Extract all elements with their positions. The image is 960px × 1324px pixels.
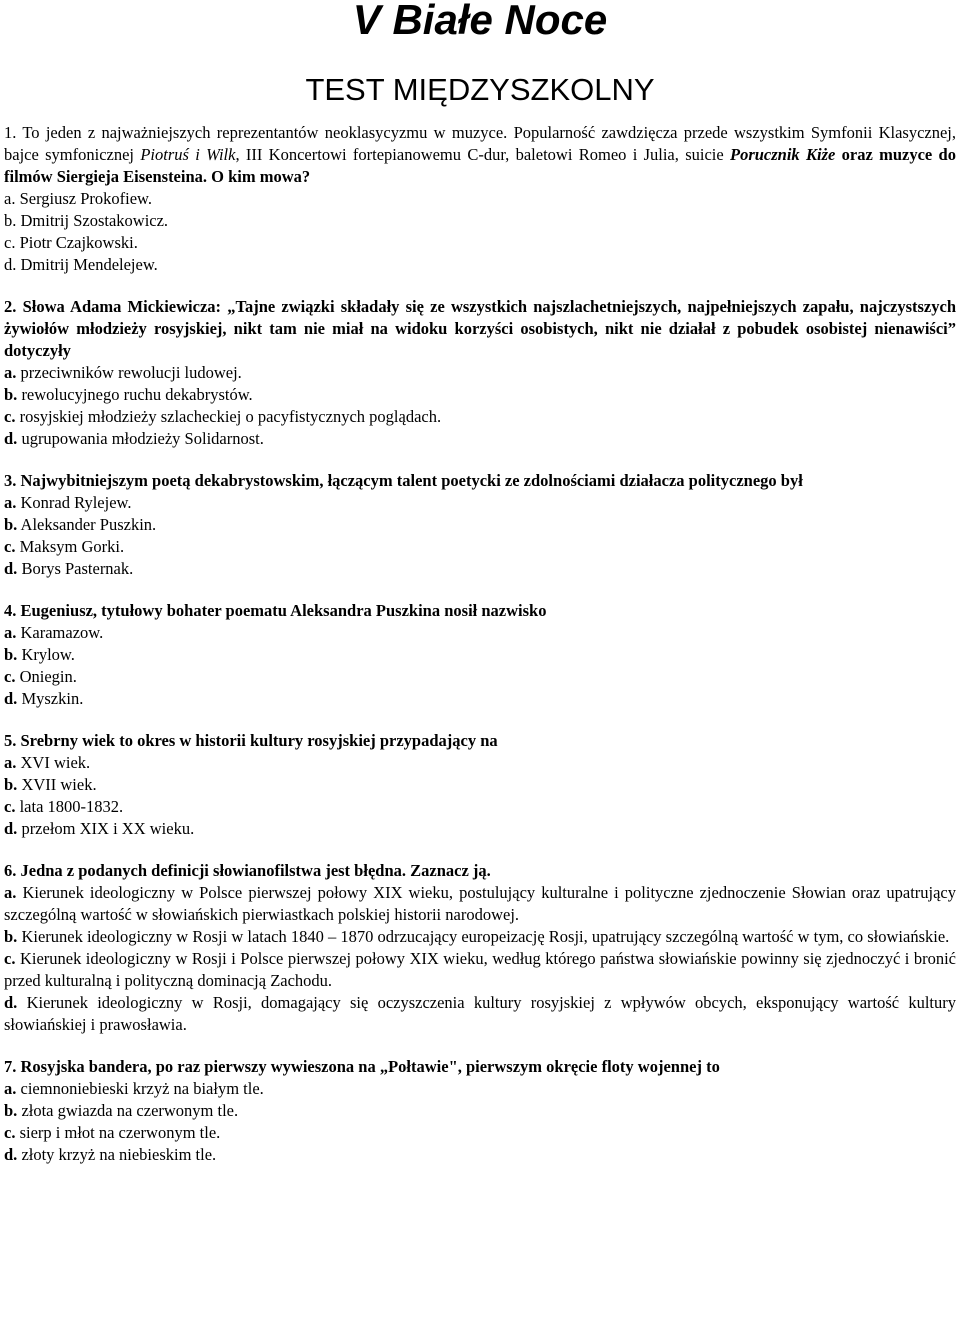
question-4-text (4, 600, 956, 622)
answer-option-1d[interactable] (4, 254, 956, 276)
question-5-text (4, 730, 956, 752)
question-2-body: Słowa Adama Mickiewicza: „Tajne związki składały się ze wszystkich najszlachetniejszych, najpełniejszych zapału, najczystszych żywiołów młodzieży rosyjskiej, nikt tam nie miał na widoku korzyści osobistych, nikt nie działał z pobudek osobistej nienawiści” dotyczyły (4, 297, 957, 360)
option-letter: a. (4, 753, 17, 772)
question-6-body: Jedna z podanych definicji słowianofilstwa jest błędna. Zaznacz ją. (20, 861, 491, 880)
option-text: XVII wiek. (21, 775, 97, 794)
option-text: złota gwiazda na czerwonym tle. (21, 1101, 239, 1120)
question-1-text-part2: , III Koncertowi fortepianowemu C-dur, baletowi Romeo i Julia, suicie (235, 145, 730, 164)
answer-option-3a[interactable] (4, 492, 956, 514)
option-letter: d. (4, 819, 18, 838)
answer-option-4a[interactable] (4, 622, 956, 644)
question-4-body: Eugeniusz, tytułowy bohater poematu Aleksandra Puszkina nosił nazwisko (20, 601, 547, 620)
answer-option-2c[interactable] (4, 406, 956, 428)
question-1-title-2: Porucznik Kiże (730, 145, 836, 164)
answer-option-5c[interactable] (4, 796, 956, 818)
answer-option-1a[interactable] (4, 188, 956, 210)
option-text: Konrad Rylejew. (20, 493, 132, 512)
question-5-body: Srebrny wiek to okres w historii kultury rosyjskiej przypadający na (20, 731, 498, 750)
option-text: Krylow. (21, 645, 75, 664)
question-5 (4, 730, 956, 840)
option-text: Kierunek ideologiczny w Rosji w latach 1840 – 1870 odrzucający europeizację Rosji, upatrujący szczególną wartość w tym, co słowiańskie. (21, 927, 950, 946)
answer-option-5a[interactable] (4, 752, 956, 774)
option-letter: b. (4, 645, 18, 664)
question-6-text (4, 860, 956, 882)
question-1-text-part3: oraz muzyce do filmów Siergieja Eisensteina. O kim mowa? (4, 145, 956, 186)
option-letter: c. (4, 949, 16, 968)
option-text: przeciwników rewolucji ludowej. (20, 363, 242, 382)
option-letter: b. (4, 211, 17, 230)
option-text: ugrupowania młodzieży Solidarnost. (21, 429, 264, 448)
option-letter: a. (4, 363, 17, 382)
option-text: złoty krzyż na niebieskim tle. (21, 1145, 217, 1164)
question-number: 2. (4, 297, 17, 316)
question-number: 1. (4, 123, 17, 142)
option-letter: a. (4, 189, 16, 208)
option-letter: c. (4, 537, 16, 556)
answer-option-2b[interactable] (4, 384, 956, 406)
answer-option-3c[interactable] (4, 536, 956, 558)
test-questions (4, 122, 956, 1186)
question-number: 5. (4, 731, 17, 750)
option-text: Dmitrij Szostakowicz. (20, 211, 169, 230)
option-letter: b. (4, 1101, 18, 1120)
option-text: rosyjskiej młodzieży szlacheckiej o pacyfistycznych poglądach. (19, 407, 442, 426)
answer-option-7b[interactable] (4, 1100, 956, 1122)
option-text: Borys Pasternak. (21, 559, 134, 578)
answer-option-3b[interactable] (4, 514, 956, 536)
option-letter: b. (4, 775, 18, 794)
option-letter: c. (4, 407, 16, 426)
option-text: Kierunek ideologiczny w Rosji, domagający się oczyszczenia kultury rosyjskiej z wpływów obcych, eksponujący wartość kultury słowiańskiej i prawosławia. (4, 993, 956, 1034)
question-number: 6. (4, 861, 17, 880)
question-3-text (4, 470, 956, 492)
answer-option-6d[interactable] (4, 992, 956, 1036)
option-letter: c. (4, 667, 16, 686)
answer-option-1c[interactable] (4, 232, 956, 254)
question-number: 7. (4, 1057, 17, 1076)
question-4 (4, 600, 956, 710)
question-3-body: Najwybitniejszym poetą dekabrystowskim, łączącym talent poetycki ze zdolnościami działacza politycznego był (20, 471, 803, 490)
option-text: Sergiusz Prokofiew. (19, 189, 153, 208)
question-1-text-part1: To jeden z najważniejszych reprezentantów neoklasycyzmu w muzyce. Popularność zawdzięcza przede wszystkim Symfonii Klasycznej, bajce symfonicznej (4, 123, 957, 164)
answer-option-6b[interactable] (4, 926, 956, 948)
question-2-text (4, 296, 956, 362)
answer-option-7a[interactable] (4, 1078, 956, 1100)
option-text: ciemnoniebieski krzyż na białym tle. (20, 1079, 264, 1098)
option-text: Dmitrij Mendelejew. (20, 255, 158, 274)
option-letter: c. (4, 797, 16, 816)
option-text: rewolucyjnego ruchu dekabrystów. (21, 385, 253, 404)
option-letter: a. (4, 883, 17, 902)
question-7-text (4, 1056, 956, 1078)
question-3 (4, 470, 956, 580)
option-letter: d. (4, 429, 18, 448)
answer-option-6c[interactable] (4, 948, 956, 992)
option-letter: b. (4, 927, 18, 946)
answer-option-4b[interactable] (4, 644, 956, 666)
option-letter: b. (4, 385, 18, 404)
question-1 (4, 122, 956, 276)
option-text: Maksym Gorki. (19, 537, 125, 556)
question-7 (4, 1056, 956, 1166)
question-2 (4, 296, 956, 450)
answer-option-3d[interactable] (4, 558, 956, 580)
option-text: sierp i młot na czerwonym tle. (19, 1123, 221, 1142)
answer-option-4d[interactable] (4, 688, 956, 710)
page-subtitle: TEST MIĘDZYSZKOLNY (305, 72, 655, 107)
question-6 (4, 860, 956, 1036)
option-text: XVI wiek. (20, 753, 91, 772)
question-number: 4. (4, 601, 17, 620)
option-text: lata 1800-1832. (19, 797, 124, 816)
option-text: przełom XIX i XX wieku. (21, 819, 195, 838)
option-letter: d. (4, 559, 18, 578)
page-title: V Białe Noce (352, 0, 608, 43)
option-text: Karamazow. (20, 623, 104, 642)
option-letter: a. (4, 1079, 17, 1098)
option-text: Piotr Czajkowski. (19, 233, 138, 252)
answer-option-1b[interactable] (4, 210, 956, 232)
answer-option-4c[interactable] (4, 666, 956, 688)
answer-option-5b[interactable] (4, 774, 956, 796)
option-letter: a. (4, 623, 17, 642)
answer-option-2d[interactable] (4, 428, 956, 450)
question-1-text (4, 122, 956, 188)
option-letter: d. (4, 689, 18, 708)
option-text: Kierunek ideologiczny w Rosji i Polsce pierwszej połowy XIX wieku, według którego państwa słowiańskie powinny się zjednoczyć i bronić przed kulturalną i polityczną dominacją Zachodu. (4, 949, 956, 990)
answer-option-7d[interactable] (4, 1144, 956, 1166)
answer-option-6a[interactable] (4, 882, 956, 926)
option-text: Aleksander Puszkin. (20, 515, 157, 534)
option-letter: c. (4, 233, 16, 252)
question-number: 3. (4, 471, 17, 490)
option-letter: b. (4, 515, 18, 534)
question-7-body: Rosyjska bandera, po raz pierwszy wywieszona na „Połtawie", pierwszym okręcie floty wojennej to (20, 1057, 720, 1076)
answer-option-5d[interactable] (4, 818, 956, 840)
option-letter: d. (4, 255, 17, 274)
option-letter: d. (4, 993, 18, 1012)
option-text: Oniegin. (19, 667, 77, 686)
option-letter: a. (4, 493, 17, 512)
answer-option-7c[interactable] (4, 1122, 956, 1144)
option-text: Myszkin. (21, 689, 84, 708)
question-1-title-1: Piotruś i Wilk (140, 145, 236, 164)
option-text: Kierunek ideologiczny w Polsce pierwszej połowy XIX wieku, postulujący kulturalne i polityczne zjednoczenie Słowian oraz upatrujący szczególną wartość w słowiańskich pierwiastkach polskiej historii narodowej. (4, 883, 957, 924)
option-letter: c. (4, 1123, 16, 1142)
option-letter: d. (4, 1145, 18, 1164)
answer-option-2a[interactable] (4, 362, 956, 384)
